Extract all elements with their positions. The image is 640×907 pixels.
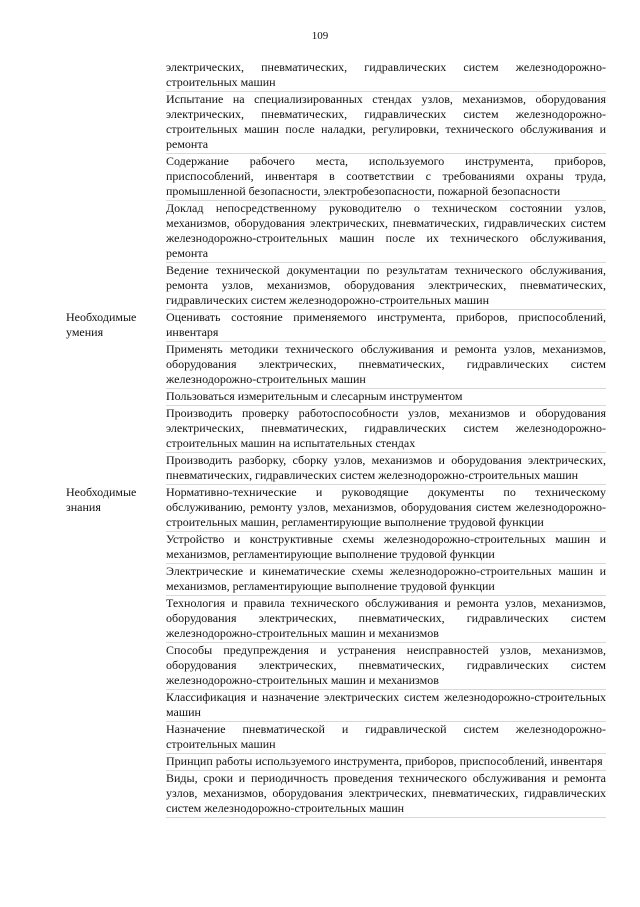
table-row	[66, 485, 606, 818]
list-item: Виды, сроки и периодичность проведения технического обслуживания и ремонта узлов, механизмов, оборудования электрических, пневматических, гидравлических систем железнодорожно-строительных машин	[166, 771, 606, 818]
list-item: Технология и правила технического обслуживания и ремонта узлов, механизмов, оборудования электрических, пневматических, гидравлических систем железнодорожно-строительных машин и механизмов	[166, 596, 606, 643]
list-item: Принцип работы используемого инструмента, приборов, приспособлений, инвентаря	[166, 754, 606, 771]
list-item: Пользоваться измерительным и слесарным инструментом	[166, 389, 606, 406]
list-item: Электрические и кинематические схемы железнодорожно-строительных машин и механизмов, регламентирующие выполнение трудовой функции	[166, 564, 606, 596]
row-label	[66, 60, 166, 310]
row-items	[166, 310, 606, 485]
list-item: электрических, пневматических, гидравлических систем железнодорожно-строительных машин	[166, 60, 606, 92]
row-items	[166, 485, 606, 818]
table-row	[66, 60, 606, 310]
list-item: Ведение технической документации по результатам технического обслуживания, ремонта узлов, механизмов, оборудования электрических, пневматических, гидравлических систем железнодорожно-строительных машин	[166, 263, 606, 310]
row-label: Необходимые умения	[66, 310, 137, 339]
list-item: Производить разборку, сборку узлов, механизмов и оборудования электрических, пневматических, гидравлических систем железнодорожно-строительных машин	[166, 453, 606, 485]
list-item: Производить проверку работоспособности узлов, механизмов и оборудования электрических, пневматических, гидравлических систем железнодорожно-строительных машин на испытательных стендах	[166, 406, 606, 453]
page-number: 109	[311, 30, 329, 42]
document-table	[66, 60, 606, 818]
list-item: Содержание рабочего места, используемого инструмента, приборов, приспособлений, инвентаря в соответствии с требованиями охраны труда, промышленной безопасности, электробезопасности, пожарной безопасности	[166, 154, 606, 201]
list-item: Доклад непосредственному руководителю о техническом состоянии узлов, механизмов, оборудования электрических, пневматических, гидравлических систем железнодорожно-строительных машин после их технического обслуживания, ремонта	[166, 201, 606, 263]
row-items	[166, 60, 606, 310]
list-item: Назначение пневматической и гидравлической систем железнодорожно-строительных машин	[166, 722, 606, 754]
table-row	[66, 310, 606, 485]
list-item: Классификация и назначение электрических систем железнодорожно-строительных машин	[166, 690, 606, 722]
list-item: Способы предупреждения и устранения неисправностей узлов, механизмов, оборудования электрических, пневматических, гидравлических систем железнодорожно-строительных машин и механизмов	[166, 643, 606, 690]
list-item: Применять методики технического обслуживания и ремонта узлов, механизмов, оборудования электрических, пневматических, гидравлических систем железнодорожно-строительных машин	[166, 342, 606, 389]
list-item: Испытание на специализированных стендах узлов, механизмов, оборудования электрических, пневматических, гидравлических систем железнодорожно-строительных машин после наладки, регулировки, технического обслуживания и ремонта	[166, 92, 606, 154]
list-item: Нормативно-технические и руководящие документы по техническому обслуживанию, ремонту узлов, механизмов, оборудования систем железнодорожно-строительных машин, регламентирующие выполнение трудовой функции	[166, 485, 606, 532]
list-item: Оценивать состояние применяемого инструмента, приборов, приспособлений, инвентаря	[166, 310, 606, 342]
row-label: Необходимые знания	[66, 485, 137, 514]
list-item: Устройство и конструктивные схемы железнодорожно-строительных машин и механизмов, регламентирующие выполнение трудовой функции	[166, 532, 606, 564]
